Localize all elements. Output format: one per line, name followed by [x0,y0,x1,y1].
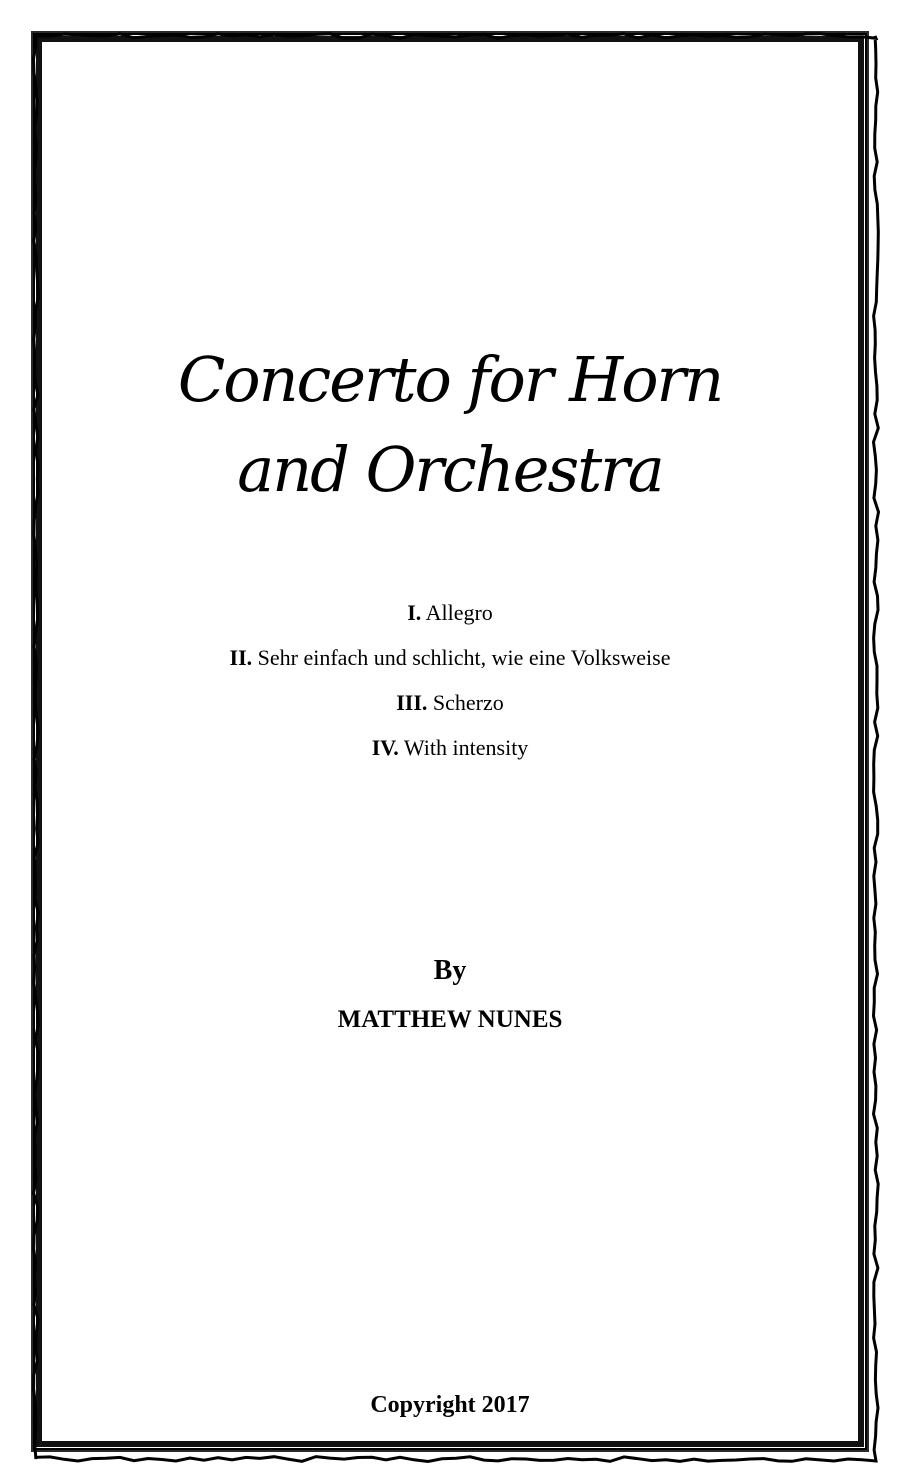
movement-name: Allegro [425,600,493,625]
movement-item [0,680,900,725]
movement-numeral: II. [229,645,253,670]
movement-list [0,590,900,770]
title-line-2: and Orchestra [237,433,663,506]
movement-numeral: IV. [371,735,399,760]
movement-numeral: I. [407,600,422,625]
movement-numeral: III. [396,690,428,715]
movement-name: Sehr einfach und schlicht, wie eine Volksweise [257,645,671,670]
copyright-notice: Copyright 2017 [370,1392,530,1418]
movement-item [0,590,900,635]
movement-name: With intensity [403,735,529,760]
movement-item [0,725,900,770]
byline-label: By [433,955,467,986]
composer-name: MATTHEW NUNES [337,1006,563,1033]
movement-name: Scherzo [432,690,504,715]
title-line-1: Concerto for Horn [177,343,723,416]
score-title [0,335,900,515]
movement-item [0,635,900,680]
